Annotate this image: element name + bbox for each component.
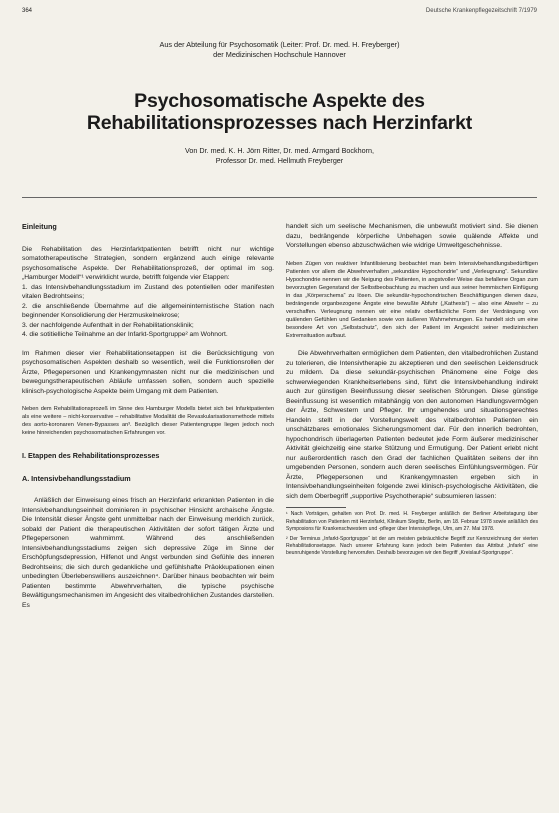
affiliation-line: Aus der Abteilung für Psychosomatik (Leiter: Prof. Dr. med. H. Freyberger) bbox=[159, 40, 400, 49]
footnote: ² Der Terminus „Infarkt-Sportgruppe“ ist der am meisten gebräuchliche Begriff zur Kennzeichnung der vierten Rehabilitationsetappe. Nach unserer Erfahrung kann jedoch beim Patienten das Attribut „Infarkt“ eine beunruhigende Vorstellung hervorrufen. Deshalb bevorzugen wir den Begriff „Kreislauf-Sportgruppe“. bbox=[286, 536, 538, 557]
top-rule bbox=[22, 197, 537, 198]
title-line: Psychosomatische Aspekte des bbox=[134, 90, 425, 112]
article-title bbox=[0, 90, 559, 134]
paragraph: handelt sich um seelische Mechanismen, die unbewußt motiviert sind. Sie dienen dazu, bedrängende körperliche Unbehagen sowie quälende Affekte und Vorstellungen ebenso abzuschwächen wie widrige Umweltgeschehnisse. bbox=[286, 223, 538, 249]
affiliation bbox=[0, 40, 559, 60]
page-number: 364 bbox=[22, 8, 33, 14]
author-list bbox=[0, 146, 559, 166]
paragraph: Anläßlich der Einweisung eines frisch an Herzinfarkt erkrankten Patienten in die Intensivbehandlungseinheit dominieren in psychischer Hinsicht archaische Ängste. Die Intensität dieser Ängste geht unmittelbar nach der Einweisung merklich zurück, sobald der Patient die therapeutischen Aktivitäten der sofort tätigen Ärzte und Pflegepersonen wahrnimmt. Während des anschließenden Intensivbehandlungsstadiums zeigen sich depressive Züge im Sinne der Erschöpfungsdepression, Hilfenot und Angst verbunden sind Gefühle des inneren Bedrohtseins; die sich durch gedankliche und gefühlshafte Präokkupationen einen unbedingten Überlebenswillens auszeichnen⁴. Darüber hinaus beobachten wir beim Patienten bestimmte Abwehrverhalten, die typische psychische Bewältigungsmechanismen im Angesicht des vitalbedrohlichen Zustandes darstellen. Es bbox=[22, 497, 274, 609]
section-heading: I. Etappen des Rehabilitationsprozesses bbox=[22, 451, 160, 461]
footnote: ¹ Nach Vorträgen, gehalten von Prof. Dr. med. H. Freyberger anläßlich der Berliner Arbeitstagung über Rehabilitation von Patienten mit Herzinfarkt, Klinikum Steglitz, Berlin, am 18. Februar 1978 sowie anläßlich des Symposions für Krankenschwestern und -pfleger über Intensivpflege, Ulm, am 27. Mai 1978. bbox=[286, 511, 538, 532]
list-item: 1. das Intensivbehandlungsstadium im Zustand des potentiellen oder manifesten vitalen Bedrohtseins; bbox=[22, 283, 274, 300]
list-item: 4. die sotitielliche Teilnahme an der Infarkt-Sportgruppe² am Wohnort. bbox=[22, 331, 228, 338]
paragraph: Im Rahmen dieser vier Rehabilitationsetappen ist die Berücksichtigung von psychosomatischen Aspekten deshalb so wesentlich, weil die Funktionsrollen der Ärzte, Pflegepersonen und Krankengymnasten nicht nur die medizinischen und bewegungstherapeutischen Abläufe umfassen sollen, sondern auch spezielle klinisch-psychologische Aspekte beim Umgang mit dem Patienten. bbox=[22, 349, 274, 395]
subsection-heading: A. Intensivbehandlungsstadium bbox=[22, 473, 131, 483]
author-line: Professor Dr. med. Hellmuth Freyberger bbox=[215, 156, 344, 165]
title-line: Rehabilitationsprozesses nach Herzinfarkt bbox=[86, 112, 473, 134]
list-item: 3. der nachfolgende Aufenthalt in der Rehabilitationsklinik; bbox=[22, 321, 194, 329]
author-line: Von Dr. med. K. H. Jörn Ritter, Dr. med. Armgard Bockhorn, bbox=[185, 146, 374, 155]
right-column bbox=[286, 222, 538, 558]
affiliation-line: der Medizinischen Hochschule Hannover bbox=[213, 50, 346, 59]
small-paragraph: Neben dem Rehabilitationsprozeß im Sinne des Hamburger Modells bietet sich bei Infarktpatienten als eine weitere – nicht-konservative – rehabilitative Modalität die Revaskularisationsmethode mittels des aorto-koronaren Venen-Bypasses an³. Bezüglich dieser Patientengruppe liegen jedoch noch keine hinreichenden psychosomatischen Erfahrungen vor. bbox=[22, 406, 274, 437]
section-heading: Einleitung bbox=[22, 222, 57, 231]
small-paragraph: Neben Zügen von reaktiver Infantilisierung beobachtet man beim Intensivbehandlungsbedürftigen Patienten vor allem die Abwehrverhalten „sekundäre Hypochondrie“ und „Verleugnung“. Sekundäre Hypochondrie nennen wir die Neigung des Patienten, in angstvoller Weise das befallene Organ zum bevorzugten Gegenstand der Selbstbeobachtung zu machen und aus seiner hemmischen Einfügung in das „Körperschema“ zu lösen. Die sekundär-hypochondrischen Beschäftigungen dienen dazu, bedrängende organbezogene Ängste eine bewußte Abfuhr („Kathexis“) – also eine Abwehr – zu verschaffen. Verleugnung nennen wir eine relativ oberflächliche Form der Verdrängung von quälenden Gefühlen und Gedanken sowie von äußeren Wahrnehmungen. Es handelt sich um eine besondere Art von „Selbstschutz“, den sich der Patient im Angesicht seiner medizinischen Extremsituation aufbaut. bbox=[286, 260, 538, 340]
running-header: Deutsche Krankenpflegezeitschrift 7/1979 bbox=[425, 8, 537, 14]
list-item: 2. die anschließende Übernahme auf die allgemeininternistische Station nach beginnender Konsolidierung der Herzmuskelnekrose; bbox=[22, 302, 274, 319]
left-column bbox=[22, 222, 274, 610]
paragraph: Die Rehabilitation des Herzinfarktpatienten betrifft nicht nur wichtige somatotherapeutische Strategien, sondern ergänzend auch einige relevante psychosomatische Aspekte. Der Rehabilitationsprozeß, der optimal im sog. „Hamburger Modell“¹ verwirklicht wurde, betrifft folgende vier Etappen: bbox=[22, 245, 274, 281]
footnote-rule bbox=[286, 507, 346, 508]
paragraph: Die Abwehrverhalten ermöglichen dem Patienten, den vitalbedrohlichen Zustand zu tolerieren, die Intensivtherapie zu akzeptieren und den seelischen Leidensdruck zu mildern. Da diese sekundär-psychischen Phänomene eine Folge des schwerwiegenden Krankheitserlebens sind, führt die Intensivbehandlung indirekt auch zur günstigen Beeinflussung dieser seelischen Störungen. Diese günstige Beeinflussung ist wesentlich mitabhängig von den autonomen Handlungsvermögen der Ärzte, Schwestern und Pfleger. Ihr umgehendes und situationsgerechtes Handeln stellt in der Vorstellungswelt des vitalbedrohten Patienten ein unschätzbares emotionales Sicherungsmoment dar. Für den innerlich bedrohten, hypochondrisch überlagerten Patienten bedeutet jede Form äußerer medizinischer Aktivität gleichzeitig eine starke Stützung und Ermutigung. Der Patient erlebt nicht nur außerordentlich rasch den Grad der fachlichen Qualitäten seitens der ihn umgebenden Personen, sondern auch deren seelisches Einfühlungsvermögen. Für Ärzte, Pflegepersonen und Krankengymnasten ergeben sich in Intensivbehandlungseinheiten folgende zwei klinisch-psychologische Aktivitäten, die sich dem Oberbegriff „supportive Psychotherapie“ subsumieren lassen: bbox=[286, 350, 538, 500]
